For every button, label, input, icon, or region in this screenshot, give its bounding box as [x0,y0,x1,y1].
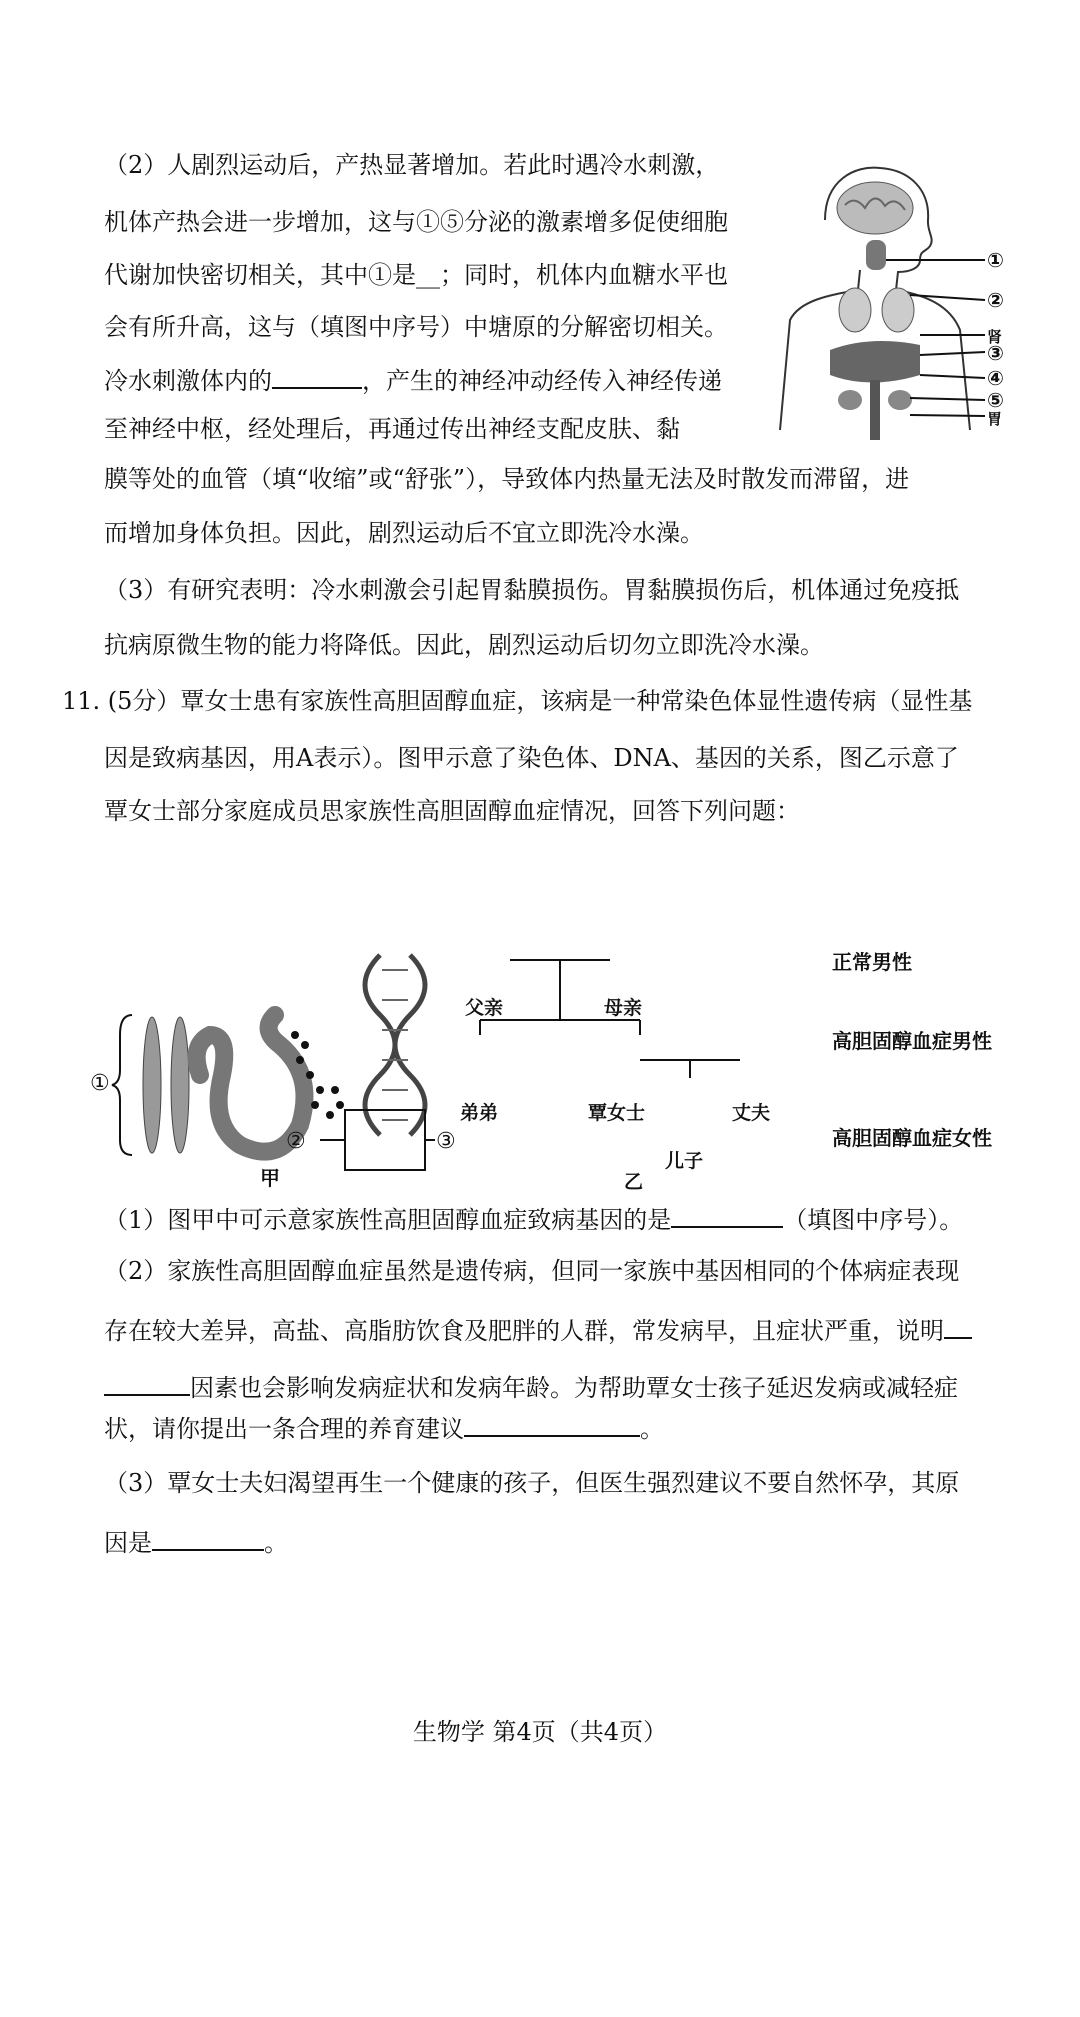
q10-p2-line-7: 膜等处的血管（填“收缩”或“舒张”），导致体内热量无法及时散发而滞留，进 [104,465,910,493]
pedigree-husband: 丈夫 [732,1102,771,1124]
answer-blank[interactable] [272,361,362,389]
jia-label-1: ① [90,1071,110,1096]
body-label-2: ② [987,288,1004,312]
answer-blank[interactable] [152,1523,264,1551]
q11-s1 [104,1200,963,1237]
q10-p2-line-8: 而增加身体负担。因此，剧烈运动后不宜立即洗冷水澡。 [104,519,704,547]
body-label-1: ① [987,248,1004,272]
kidney-right [888,390,912,410]
q10-p2-line-5a: 冷水刺激体内的 [104,367,272,395]
brain [837,182,913,234]
lung-left [839,288,871,332]
q10-p2-line-1: （2）人剧烈运动后，产热显著增加。若此时遇冷水刺激， [104,151,720,179]
q10-p2-line-5 [104,361,722,398]
q11-intro-line-3: 覃女士部分家庭成员思家族性高胆固醇血症情况，回答下列问题： [104,797,800,825]
figure-jia [90,935,460,1195]
brace [112,1015,132,1155]
pedigree-ms-qin: 覃女士 [588,1102,646,1124]
body-label-5: ⑤ [987,388,1004,412]
legend-affected-male: 高胆固醇血症男性 [832,1029,992,1053]
liver-stomach [830,341,920,383]
q10-p3-line-1: （3）有研究表明：冷水刺激会引起胃黏膜损伤。胃黏膜损伤后，机体通过免疫抵 [104,576,960,604]
legend-normal-male: 正常男性 [832,950,912,974]
pedigree-brother: 弟弟 [460,1102,499,1124]
q11-s2-line-4 [104,1409,664,1446]
q11-s3-line-2a: 因是 [104,1529,152,1557]
body-label-stomach: 胃 [987,410,1003,428]
body-label-3: ③ [987,341,1004,365]
q11-s2-line-4b: 。 [640,1415,664,1443]
dna-strand-1 [365,955,395,1135]
q10-p2-line-4: 会有所升高，这与（填图中序号）中塘原的分解密切相关。 [104,313,728,341]
q11-s2-line-2-text: 存在较大差异，高盐、高脂肪饮食及肥胖的人群，常发病早，且症状严重，说明 [104,1317,944,1345]
q11-s2-line-3 [104,1368,958,1405]
q11-s2-line-1: （2）家族性高胆固醇血症虽然是遗传病，但同一家族中基因相同的个体病症表现 [104,1257,960,1285]
answer-blank[interactable] [464,1409,640,1437]
q11-s1-b: （填图中序号）。 [783,1206,964,1234]
chromosome-a [143,1017,161,1153]
answer-blank[interactable] [104,1368,190,1396]
q10-p2-line-6: 至神经中枢，经处理后，再通过传出神经支配皮肤、黏 [104,415,680,443]
pedigree-son: 儿子 [665,1150,704,1172]
q10-p2-line-2: 机体产热会进一步增加，这与①⑤分泌的激素增多促使细胞 [104,208,728,236]
body-label-4: ④ [987,366,1004,390]
q10-p2-line-5b: ，产生的神经冲动经传入神经传递 [362,367,722,395]
pedigree-mother: 母亲 [604,997,643,1019]
jia-label-2: ② [286,1129,306,1154]
q11-s1-a: （1）图甲中可示意家族性高胆固醇血症致病基因的是 [104,1206,672,1234]
q11-s2-line-4a: 状，请你提出一条合理的养育建议 [104,1415,464,1443]
body-label-kidney: 肾 [987,328,1003,346]
pedigree-father: 父亲 [465,997,504,1019]
dna-strand-2 [395,955,425,1135]
kidney-left [838,390,862,410]
lung-right [882,288,914,332]
legend-affected-female: 高胆固醇血症女性 [832,1126,992,1150]
pedigree-caption: 乙 [624,1171,644,1193]
answer-blank[interactable] [944,1311,972,1339]
q10-p2-line-3: 代谢加快密切相关，其中①是__；同时，机体内血糖水平也 [104,261,728,289]
chromosome-b [171,1017,189,1153]
q11-intro-line-2: 因是致病基因，用A表示）。图甲示意了染色体、DNA、基因的关系，图乙示意了 [104,744,959,772]
q10-p3-line-2: 抗病原微生物的能力将降低。因此，剧烈运动后切勿立即洗冷水澡。 [104,631,824,659]
q11-intro-line-1: 11. (5分）覃女士患有家族性高胆固醇血症，该病是一种常染色体显性遗传病（显性基 [62,687,973,715]
q11-s3-line-1: （3）覃女士夫妇渴望再生一个健康的孩子，但医生强烈建议不要自然怀孕，其原 [104,1469,960,1497]
thyroid [866,240,886,270]
answer-blank[interactable] [671,1200,783,1228]
spine [870,380,880,440]
q11-s2-line-2 [104,1311,972,1348]
q11-s3-line-2b: 。 [264,1529,288,1557]
page-footer: 生物学 第4页（共4页） [412,1718,668,1746]
jia-caption: 甲 [260,1166,280,1190]
q11-s2-line-3-text: 因素也会影响发病症状和发病年龄。为帮助覃女士孩子延迟发病或减轻症 [190,1374,958,1402]
jia-label-3: ③ [436,1129,456,1154]
human-body-figure [770,160,1015,440]
q11-s3-line-2 [104,1523,288,1560]
